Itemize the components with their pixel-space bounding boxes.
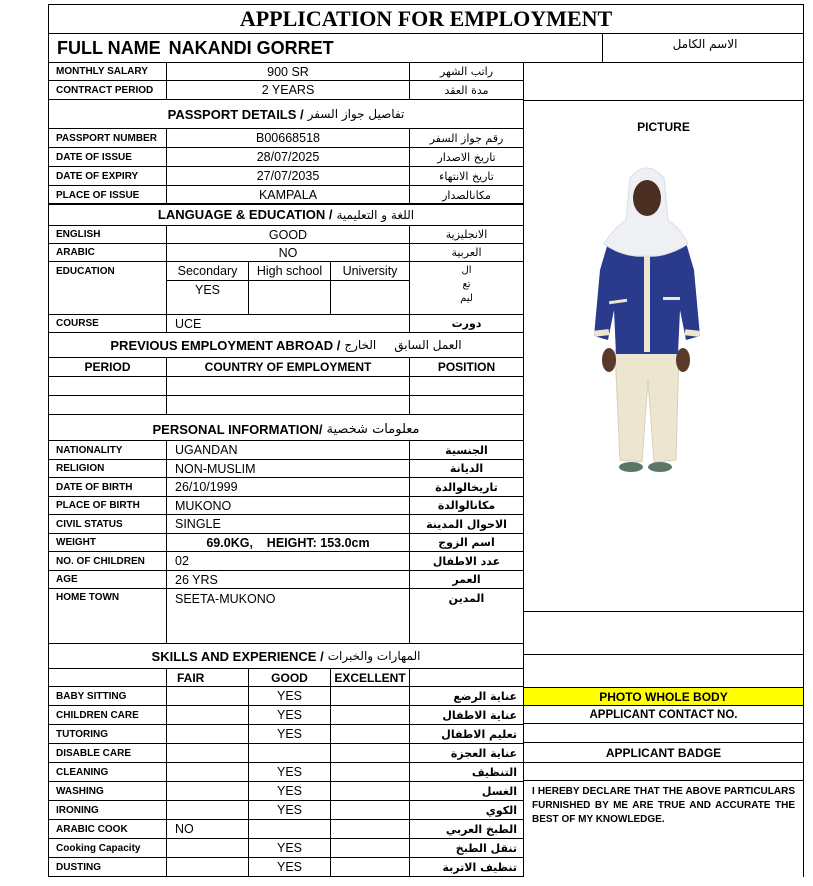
skill-row-fair[interactable] <box>166 743 249 763</box>
photo-trousers <box>615 350 679 462</box>
right-blank-1 <box>523 611 804 655</box>
personal-row-value[interactable]: MUKONO <box>166 496 410 515</box>
previous-employment-header-text: PREVIOUS EMPLOYMENT ABROAD / <box>110 337 341 353</box>
prev-row-period[interactable] <box>48 376 167 396</box>
personal-row-label-ar: الديانة <box>409 459 524 478</box>
education-label-ar-line: ليم <box>460 293 473 304</box>
passport-row-value[interactable]: 28/07/2025 <box>166 147 410 167</box>
personal-row-value[interactable]: 69.0KG, HEIGHT: 153.0cm <box>166 533 410 552</box>
skill-row-excellent[interactable] <box>330 800 410 820</box>
photo-shoe-left <box>619 462 643 472</box>
previous-employment-header-ar-1: الخارج <box>344 338 377 352</box>
prev-col-position: POSITION <box>409 357 524 377</box>
passport-row-value[interactable]: 27/07/2035 <box>166 166 410 186</box>
skills-col-fair: FAIR <box>166 668 249 687</box>
passport-row-label: PLACE OF ISSUE <box>48 185 167 205</box>
education-label: EDUCATION <box>48 261 167 315</box>
prev-col-country: COUNTRY OF EMPLOYMENT <box>166 357 410 377</box>
education-label-ar-line: ال <box>461 265 472 276</box>
arabic-value[interactable]: NO <box>166 243 410 262</box>
skill-row-label-ar: تنظيف الاتربة <box>409 857 524 877</box>
contact-value[interactable] <box>523 723 804 743</box>
education-value-highschool[interactable] <box>248 280 331 315</box>
top-right-blank <box>523 62 804 101</box>
salary-label-ar: راتب الشهر <box>409 62 524 81</box>
passport-row-label: DATE OF EXPIRY <box>48 166 167 186</box>
english-label-ar: الانجليزية <box>409 225 524 244</box>
photo-placket <box>644 246 650 352</box>
personal-row-label-ar: اسم الزوج <box>409 533 524 552</box>
personal-row-label-ar: تاريخالوالدة <box>409 477 524 497</box>
skill-row-label-ar: عناية الاطفال <box>409 705 524 725</box>
passport-row-label: DATE OF ISSUE <box>48 147 167 167</box>
skill-row-label: BABY SITTING <box>48 686 167 706</box>
badge-label: APPLICANT BADGE <box>523 742 804 763</box>
photo-face <box>633 180 661 216</box>
skill-row-excellent[interactable] <box>330 838 410 858</box>
personal-row-value[interactable]: SINGLE <box>166 514 410 534</box>
arabic-label-ar: العربية <box>409 243 524 262</box>
skill-row-label: WASHING <box>48 781 167 801</box>
skills-col-good: GOOD <box>248 668 331 687</box>
personal-row-label-ar: الاحوال المدينة <box>409 514 524 534</box>
personal-header-text: PERSONAL INFORMATION/ <box>152 422 323 437</box>
education-label-ar <box>409 261 524 315</box>
full-name-value[interactable]: NAKANDI GORRET <box>168 37 334 58</box>
personal-row-label: NO. OF CHILDREN <box>48 551 167 571</box>
skills-col-excellent: EXCELLENT <box>330 668 410 687</box>
personal-row-label: WEIGHT <box>48 533 167 552</box>
picture-label: PICTURE <box>637 120 690 134</box>
salary-label: MONTHLY SALARY <box>48 62 167 81</box>
photo-shoe-right <box>648 462 672 472</box>
skill-row-good[interactable]: YES <box>248 762 331 782</box>
form-title-text: APPLICATION FOR EMPLOYMENT <box>239 6 613 31</box>
passport-row-label: PASSPORT NUMBER <box>48 128 167 148</box>
personal-row-value[interactable]: UGANDAN <box>166 440 410 460</box>
prev-row-period[interactable] <box>48 395 167 415</box>
skill-row-excellent[interactable] <box>330 686 410 706</box>
course-label-ar: دورت <box>409 314 524 333</box>
skill-row-good[interactable]: YES <box>248 800 331 820</box>
skill-row-excellent[interactable] <box>330 705 410 725</box>
passport-header <box>48 99 524 129</box>
arabic-label: ARABIC <box>48 243 167 262</box>
passport-row-value[interactable]: KAMPALA <box>166 185 410 205</box>
skill-row-good[interactable]: YES <box>248 781 331 801</box>
previous-employment-header-ar-2: العمل السابق <box>394 338 462 352</box>
personal-row-label: AGE <box>48 570 167 589</box>
skill-row-fair[interactable] <box>166 724 249 744</box>
prev-row-position[interactable] <box>409 376 524 396</box>
skill-row-label-ar: عناية العجزة <box>409 743 524 763</box>
salary-value[interactable]: 900 SR <box>166 62 410 81</box>
personal-header-ar: معلومات شخصية <box>326 422 420 437</box>
skill-row-good[interactable]: YES <box>248 686 331 706</box>
personal-header <box>48 414 524 441</box>
passport-row-label-ar: تاريخ الاصدار <box>409 147 524 167</box>
prev-row-country[interactable] <box>166 376 410 396</box>
skills-col-blank-ar <box>409 668 524 687</box>
skill-row-label: ARABIC COOK <box>48 819 167 839</box>
skill-row-fair[interactable] <box>166 838 249 858</box>
education-value-secondary[interactable]: YES <box>166 280 249 315</box>
english-value[interactable]: GOOD <box>166 225 410 244</box>
full-name-label-ar: الاسم الكامل <box>672 37 738 51</box>
full-name-row <box>48 33 603 63</box>
skill-row-excellent[interactable] <box>330 781 410 801</box>
skills-header-text: SKILLS AND EXPERIENCE / <box>151 648 324 664</box>
skill-row-fair[interactable] <box>166 800 249 820</box>
personal-row-label: DATE OF BIRTH <box>48 477 167 497</box>
skill-row-label-ar: تعليم الاطفال <box>409 724 524 744</box>
prev-col-period: PERIOD <box>48 357 167 377</box>
skill-row-label-ar: الكوي <box>409 800 524 820</box>
personal-row-value[interactable]: NON-MUSLIM <box>166 459 410 478</box>
skill-row-fair[interactable]: NO <box>166 819 249 839</box>
skill-row-fair[interactable] <box>166 705 249 725</box>
skill-row-good[interactable]: YES <box>248 705 331 725</box>
prev-row-position[interactable] <box>409 395 524 415</box>
education-col-highschool: High school <box>248 261 331 281</box>
personal-row-label: HOME TOWN <box>48 588 167 644</box>
applicant-photo <box>582 160 712 492</box>
contract-label: CONTRACT PERIOD <box>48 80 167 100</box>
personal-row-value[interactable]: 26 YRS <box>166 570 410 589</box>
personal-row-value[interactable]: 26/10/1999 <box>166 477 410 497</box>
skill-row-label: DISABLE CARE <box>48 743 167 763</box>
skill-row-excellent[interactable] <box>330 819 410 839</box>
personal-row-label: RELIGION <box>48 459 167 478</box>
contact-label: APPLICANT CONTACT NO. <box>523 705 804 724</box>
personal-row-label-ar: المدين <box>409 588 524 644</box>
skill-row-good[interactable]: YES <box>248 838 331 858</box>
declaration-text: I HEREBY DECLARE THAT THE ABOVE PARTICULARS FURNISHED BY ME ARE TRUE AND ACCURATE THE BEST OF MY KNOWLEDGE. <box>523 780 804 877</box>
form-title <box>48 4 804 34</box>
personal-row-label-ar: الجنسية <box>409 440 524 460</box>
skill-row-label-ar: تنقل الطبخ <box>409 838 524 858</box>
contract-label-ar: مدة العقد <box>409 80 524 100</box>
skills-header-ar: المهارات والخبرات <box>327 649 421 663</box>
passport-row-value[interactable]: B00668518 <box>166 128 410 148</box>
prev-row-country[interactable] <box>166 395 410 415</box>
education-col-university: University <box>330 261 410 281</box>
personal-row-label: PLACE OF BIRTH <box>48 496 167 515</box>
education-label-ar-line: تع <box>462 279 471 290</box>
education-col-secondary: Secondary <box>166 261 249 281</box>
personal-row-label-ar: العمر <box>409 570 524 589</box>
education-value-university[interactable] <box>330 280 410 315</box>
skills-col-blank <box>48 668 167 687</box>
badge-value[interactable] <box>523 762 804 781</box>
skills-header <box>48 643 524 669</box>
skill-row-label-ar: التنظيف <box>409 762 524 782</box>
personal-row-value[interactable]: 02 <box>166 551 410 571</box>
passport-row-label-ar: تاريخ الانتهاء <box>409 166 524 186</box>
photo-whole-body-label: PHOTO WHOLE BODY <box>523 687 804 706</box>
personal-row-label: CIVIL STATUS <box>48 514 167 534</box>
skill-row-label: DUSTING <box>48 857 167 877</box>
skill-row-fair[interactable] <box>166 762 249 782</box>
photo-hand-left <box>602 348 616 372</box>
skill-row-good[interactable]: YES <box>248 724 331 744</box>
passport-row-label-ar: رقم جواز السفر <box>409 128 524 148</box>
skill-row-label: TUTORING <box>48 724 167 744</box>
personal-row-value[interactable]: SEETA-MUKONO <box>166 588 410 644</box>
skill-row-label-ar: عناية الرضع <box>409 686 524 706</box>
personal-row-label-ar: مكانالوالدة <box>409 496 524 515</box>
skill-row-fair[interactable] <box>166 781 249 801</box>
language-header-ar: اللغة و التعليمية <box>336 207 415 222</box>
skill-row-label-ar: الطبخ العربي <box>409 819 524 839</box>
skill-row-label: IRONING <box>48 800 167 820</box>
skill-row-label: Cooking Capacity <box>48 838 167 858</box>
skill-row-fair[interactable] <box>166 857 249 877</box>
course-value[interactable]: UCE <box>166 314 410 333</box>
contract-value[interactable]: 2 YEARS <box>166 80 410 100</box>
english-label: ENGLISH <box>48 225 167 244</box>
skill-row-good[interactable]: YES <box>248 857 331 877</box>
skill-row-fair[interactable] <box>166 686 249 706</box>
skill-row-label-ar: الغسل <box>409 781 524 801</box>
passport-row-label-ar: مكانالصدار <box>409 185 524 205</box>
skill-row-good[interactable] <box>248 819 331 839</box>
skill-row-excellent[interactable] <box>330 724 410 744</box>
passport-header-text: PASSPORT DETAILS / <box>167 106 304 122</box>
course-label: COURSE <box>48 314 167 333</box>
personal-row-label-ar: عدد الاطفال <box>409 551 524 571</box>
skill-row-good[interactable] <box>248 743 331 763</box>
passport-header-ar: تفاصيل جواز السفر <box>307 107 405 121</box>
skill-row-excellent[interactable] <box>330 743 410 763</box>
skill-row-label: CLEANING <box>48 762 167 782</box>
photo-pocket-right <box>663 297 680 300</box>
personal-row-label: NATIONALITY <box>48 440 167 460</box>
full-name-label-ar-cell <box>602 33 804 63</box>
full-name-label: FULL NAME <box>57 37 161 58</box>
right-blank-2 <box>523 654 804 688</box>
previous-employment-header <box>48 332 524 358</box>
language-header <box>48 203 524 226</box>
skill-row-label: CHILDREN CARE <box>48 705 167 725</box>
language-header-text: LANGUAGE & EDUCATION / <box>157 207 333 222</box>
skill-row-excellent[interactable] <box>330 857 410 877</box>
skill-row-excellent[interactable] <box>330 762 410 782</box>
